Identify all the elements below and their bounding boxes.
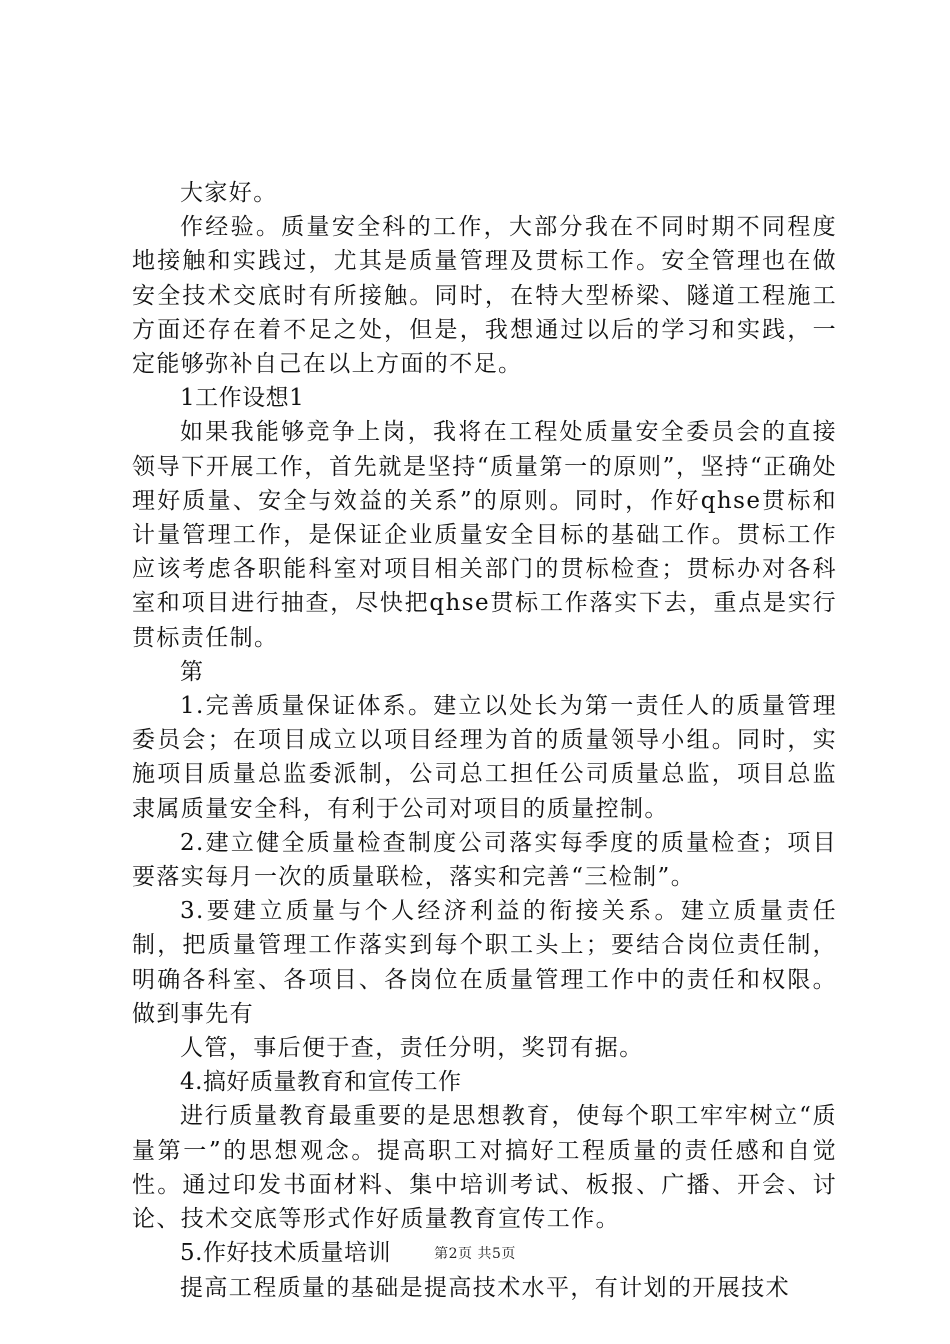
list-item-5-heading: 5.作好技术质量培训 bbox=[180, 1240, 391, 1267]
list-item-5-body: 提高工程质量的基础是提高技术水平，有计划的开展技术 bbox=[180, 1274, 790, 1301]
section-heading-work-plan: 1工作设想1 bbox=[180, 385, 305, 412]
paragraph-experience: 作经验。质量安全科的工作，大部分我在不同时期不同程度地接触和实践过，尤其是质量管理及贯标工作。安全管理也在做安全技术交底时有所接触。同时，在特大型桥梁、隧道工程施工方面还存在着不足之处，但是，我想通过以后的学习和实践，一定能够弥补自己在以上方面的不足。 bbox=[132, 214, 837, 378]
list-item-4-heading: 4.搞好质量教育和宣传工作 bbox=[180, 1069, 462, 1096]
list-item-3-continued: 人管，事后便于查，责任分明，奖罚有据。 bbox=[180, 1035, 644, 1062]
document-body bbox=[132, 176, 837, 1305]
paragraph-work-plan: 如果我能够竞争上岗，我将在工程处质量安全委员会的直接领导下开展工作，首先就是坚持“质量第一的原则”，坚持“正确处理好质量、安全与效益的关系”的原则。同时，作好qhse贯标和计量管理工作，是保证企业质量安全目标的基础工作。贯标工作应该考虑各职能科室对项目相关部门的贯标检查；贯标办对各科室和项目进行抽查，尽快把qhse贯标工作落实下去，重点是实行贯标责任制。 bbox=[132, 419, 837, 651]
list-item-2: 2.建立健全质量检查制度公司落实每季度的质量检查；项目要落实每月一次的质量联检，落实和完善“三检制”。 bbox=[132, 829, 837, 891]
paragraph-fragment: 第 bbox=[180, 658, 205, 685]
list-item-1: 1.完善质量保证体系。建立以处长为第一责任人的质量管理委员会；在项目成立以项目经理为首的质量领导小组。同时，实施项目质量总监委派制，公司总工担任公司质量总监，项目总监隶属质量安全科，有利于公司对项目的质量控制。 bbox=[132, 693, 837, 822]
list-item-4-body: 进行质量教育最重要的是思想教育，使每个职工牢牢树立“质量第一”的思想观念。提高职工对搞好工程质量的责任感和自觉性。通过印发书面材料、集中培训考试、板报、广播、开会、讨论、技术交底等形式作好质量教育宣传工作。 bbox=[132, 1103, 837, 1233]
page-number-footer: 第2页 共5页 bbox=[434, 1246, 516, 1262]
paragraph-greeting: 大家好。 bbox=[180, 180, 278, 206]
list-item-3: 3.要建立质量与个人经济利益的衔接关系。建立质量责任制，把质量管理工作落实到每个职工头上；要结合岗位责任制，明确各科室、各项目、各岗位在质量管理工作中的责任和权限。做到事先有 bbox=[132, 898, 837, 1027]
